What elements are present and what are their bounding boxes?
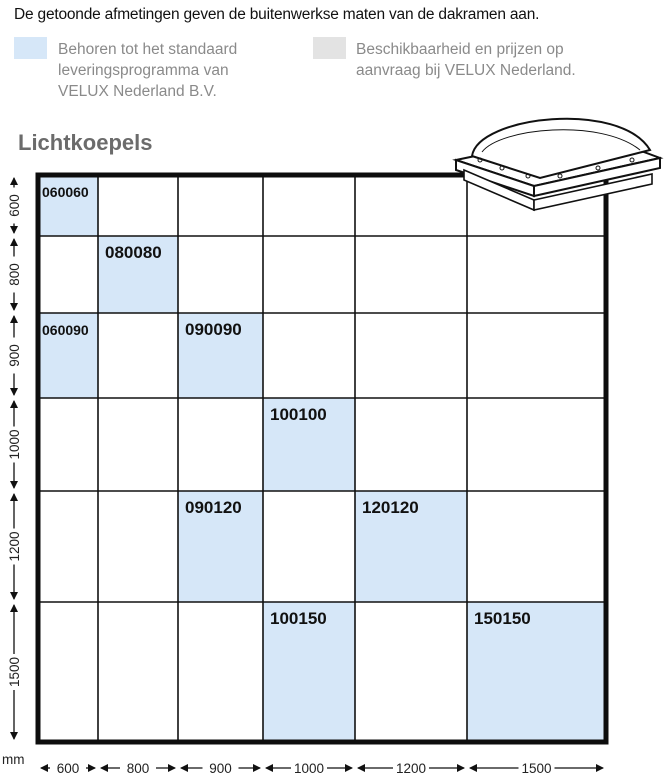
column-dimension-label: 1200 — [395, 761, 427, 776]
column-dimension-label: 800 — [126, 761, 150, 776]
row-dimension-label: 1000 — [7, 429, 22, 460]
cell-code-label: 090090 — [185, 320, 242, 339]
column-dimension-label: 1500 — [521, 761, 552, 776]
cell-code-label: 080080 — [105, 243, 162, 262]
cell-code-label: 120120 — [362, 498, 419, 517]
row-dimension-label: 800 — [7, 263, 22, 286]
rooflight-dome-icon — [456, 119, 660, 210]
cell-code-label: 100150 — [270, 609, 327, 628]
legend-line: leveringsprogramma van — [58, 62, 229, 79]
column-dimension-label: 900 — [209, 761, 232, 776]
row-dimension-label: 1200 — [7, 531, 22, 562]
cell-code-label: 150150 — [474, 609, 531, 628]
cell-code-label: 100100 — [270, 405, 327, 424]
legend-line: VELUX Nederland B.V. — [58, 83, 217, 100]
section-title: Lichtkoepels — [18, 130, 153, 155]
row-dimension-label: 1500 — [7, 656, 22, 688]
intro-text: De getoonde afmetingen geven de buitenwerkse maten van de dakramen aan. — [14, 6, 540, 23]
cell-code-label: 060090 — [42, 322, 89, 338]
row-dimension-label: 600 — [7, 194, 22, 217]
column-dimension-label: 1000 — [293, 761, 325, 776]
cell-code-label: 090120 — [185, 498, 242, 517]
unit-label: mm — [2, 752, 25, 767]
legend-line: Beschikbaarheid en prijzen op — [356, 41, 564, 58]
cell-code-label: 060060 — [42, 184, 89, 200]
row-dimension-label: 900 — [7, 344, 22, 367]
column-dimension-label: 600 — [56, 761, 80, 776]
legend-line: Behoren tot het standaard — [58, 41, 238, 58]
legend-line: aanvraag bij VELUX Nederland. — [356, 62, 576, 79]
